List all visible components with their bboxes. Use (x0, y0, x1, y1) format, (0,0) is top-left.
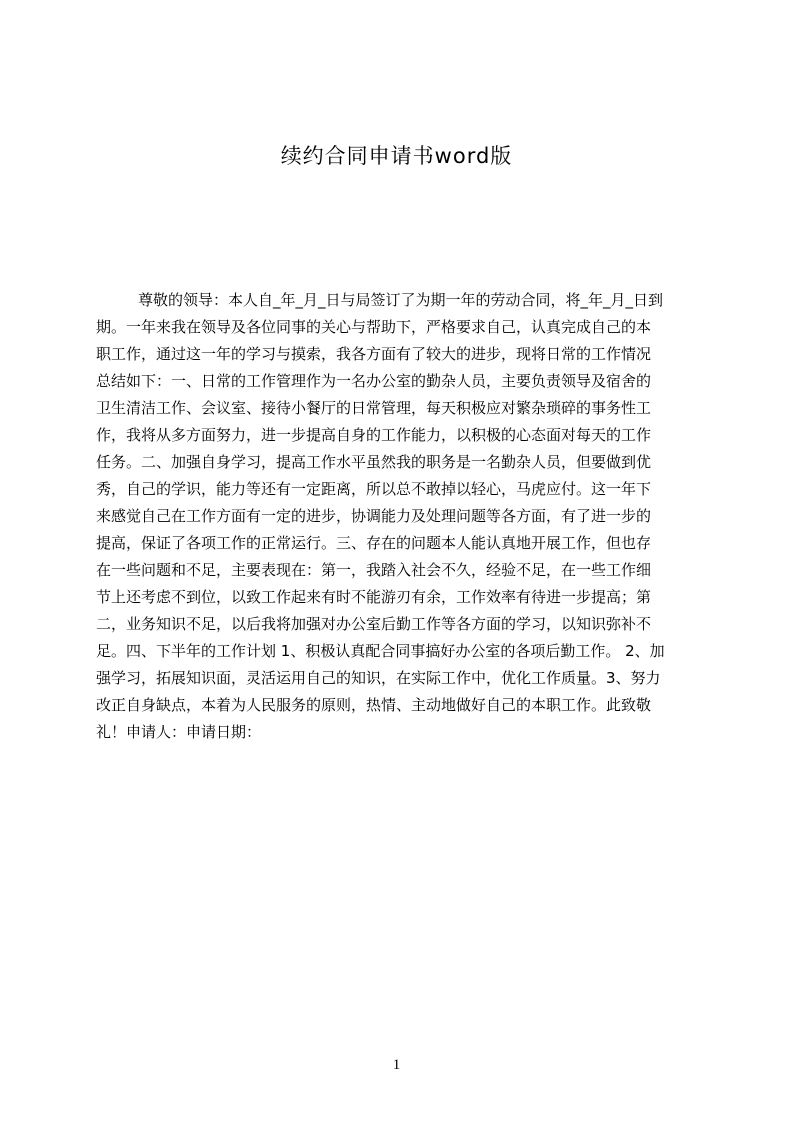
page-number: 1 (392, 1057, 401, 1073)
body-line: 足。四、下半年的工作计划 1、积极认真配合同事搞好办公室的各项后勤工作。 2、加 (96, 642, 665, 660)
document-title: 续约合同申请书word版 (280, 144, 513, 168)
body-line: 提高，保证了各项工作的正常运行。三、存在的问题本人能认真地开展工作，但也存 (96, 534, 652, 552)
body-line: 强学习，拓展知识面，灵活运用自己的知识，在实际工作中，优化工作质量。3、努力 (96, 669, 661, 687)
body-line: 任务。二、加强自身学习，提高工作水平虽然我的职务是一名勤杂人员，但要做到优 (96, 453, 652, 471)
body-line: 期。一年来我在领导及各位同事的关心与帮助下，严格要求自己，认真完成自己的本 (96, 318, 652, 336)
body-line: 改正自身缺点，本着为人民服务的原则，热情、主动地做好自己的本职工作。此致敬 (96, 696, 652, 714)
body-line: 二，业务知识不足，以后我将加强对办公室后勤工作等各方面的学习，以知识弥补不 (96, 615, 652, 633)
body-line: 节上还考虑不到位，以致工作起来有时不能游刃有余，工作效率有待进一步提高；第 (96, 588, 652, 606)
body-line: 秀，自己的学识，能力等还有一定距离，所以总不敢掉以轻心，马虎应付。这一年下 (96, 480, 652, 498)
body-line: 卫生清洁工作、会议室、接待小餐厅的日常管理，每天积极应对繁杂琐碎的事务性工 (96, 399, 652, 417)
body-line: 职工作，通过这一年的学习与摸索，我各方面有了较大的进步，现将日常的工作情况 (96, 345, 652, 363)
body-line: 来感觉自己在工作方面有一定的进步，协调能力及处理问题等各方面，有了进一步的 (96, 507, 652, 525)
body-line: 在一些问题和不足，主要表现在：第一，我踏入社会不久，经验不足，在一些工作细 (96, 561, 652, 579)
body-line: 尊敬的领导：本人自_年_月_日与局签订了为期一年的劳动合同，将_年_月_日到 (138, 291, 664, 309)
body-line: 作，我将从多方面努力，进一步提高自身的工作能力，以积极的心态面对每天的工作 (96, 426, 652, 444)
body-line: 总结如下：一、日常的工作管理作为一名办公室的勤杂人员，主要负责领导及宿舍的 (96, 372, 652, 390)
body-line: 礼！申请人：申请日期： (96, 723, 262, 741)
document-body (96, 287, 700, 747)
